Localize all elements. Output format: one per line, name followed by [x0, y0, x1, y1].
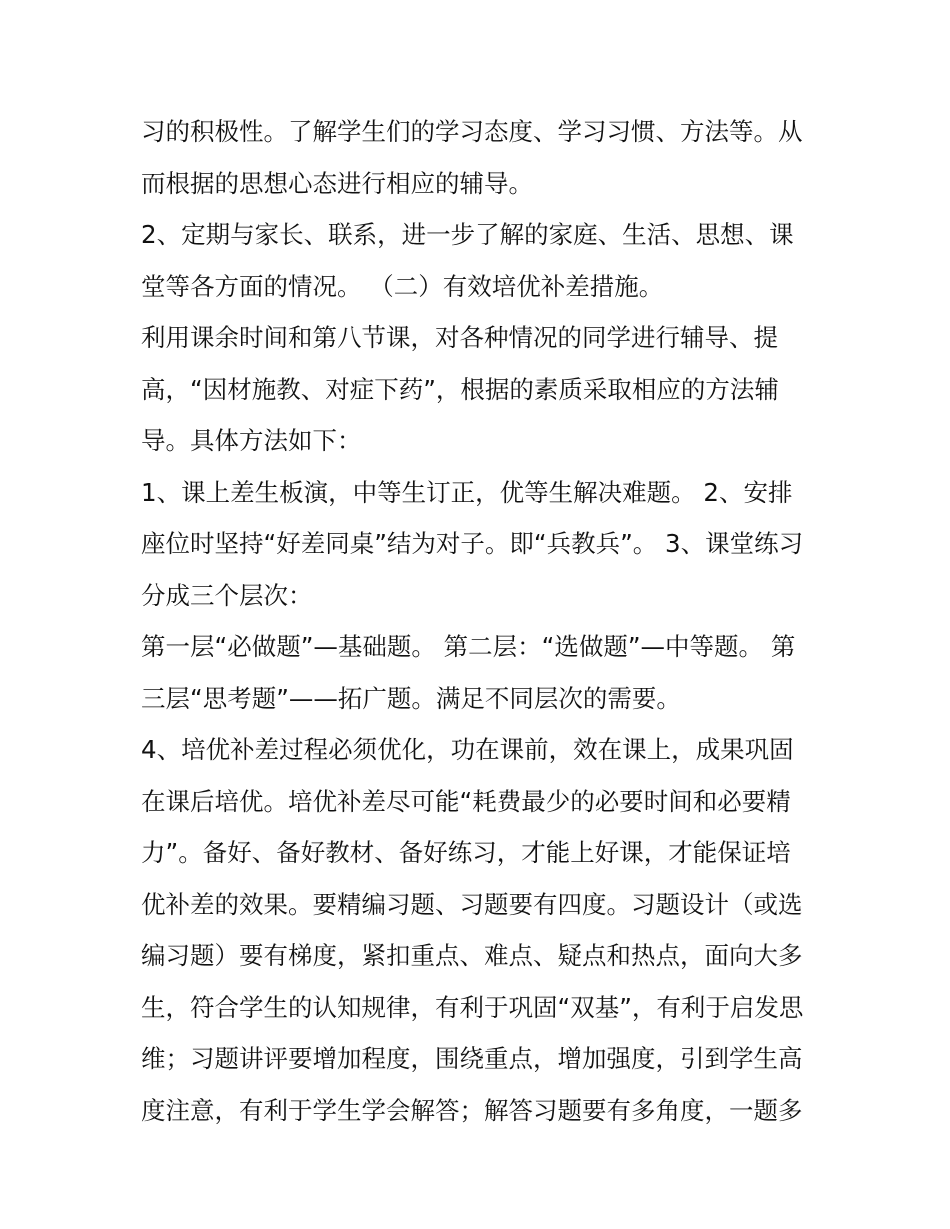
text-line: 1、课上差生板演，中等生订正，优等生解决难题。 2、安排 [141, 477, 793, 507]
text-line: 生，符合学生的认知规律，有利于巩固“双基”，有利于启发思 [141, 992, 804, 1022]
text-line: 三层“思考题”——拓广题。满足不同层次的需要。 [141, 683, 681, 713]
text-line: 分成三个层次： [141, 580, 313, 610]
text-line: 优补差的效果。要精编习题、习题要有四度。习题设计（或选 [141, 889, 803, 919]
text-line: 座位时坚持“好差同桌”结为对子。即“兵教兵”。 3、课堂练习 [141, 529, 804, 558]
document-body [141, 106, 831, 1136]
text-line: 度注意，有利于学生学会解答；解答习题要有多角度，一题多 [141, 1095, 803, 1125]
text-line: 第一层“必做题”—基础题。 第二层：“选做题”—中等题。 第 [141, 632, 796, 661]
text-line: 利用课余时间和第八节课，对各种情况的同学进行辅导、提 [141, 323, 778, 352]
text-line: 堂等各方面的情况。 （二）有效培优补差措施。 [141, 271, 664, 301]
text-line: 力”。备好、备好教材、备好练习，才能上好课，才能保证培 [141, 838, 791, 867]
text-line: 高，“因材施教、对症下药”，根据的素质采取相应的方法辅 [141, 374, 779, 404]
text-line: 习的积极性。了解学生们的学习态度、学习习惯、方法等。从 [141, 117, 803, 146]
text-line: 维；习题讲评要增加程度，围绕重点，增加强度，引到学生高 [141, 1044, 803, 1073]
text-line: 4、培优补差过程必须优化，功在课前，效在课上，成果巩固 [141, 735, 794, 764]
text-line: 而根据的思想心态进行相应的辅导。 [141, 168, 533, 198]
text-line: 编习题）要有梯度，紧扣重点、难点、疑点和热点，面向大多 [141, 941, 803, 970]
text-line: 在课后培优。培优补差尽可能“耗费最少的必要时间和必要精 [141, 786, 791, 816]
text-line: 导。具体方法如下： [141, 426, 362, 455]
text-line: 2、定期与家长、联系，进一步了解的家庭、生活、思想、课 [141, 220, 794, 249]
